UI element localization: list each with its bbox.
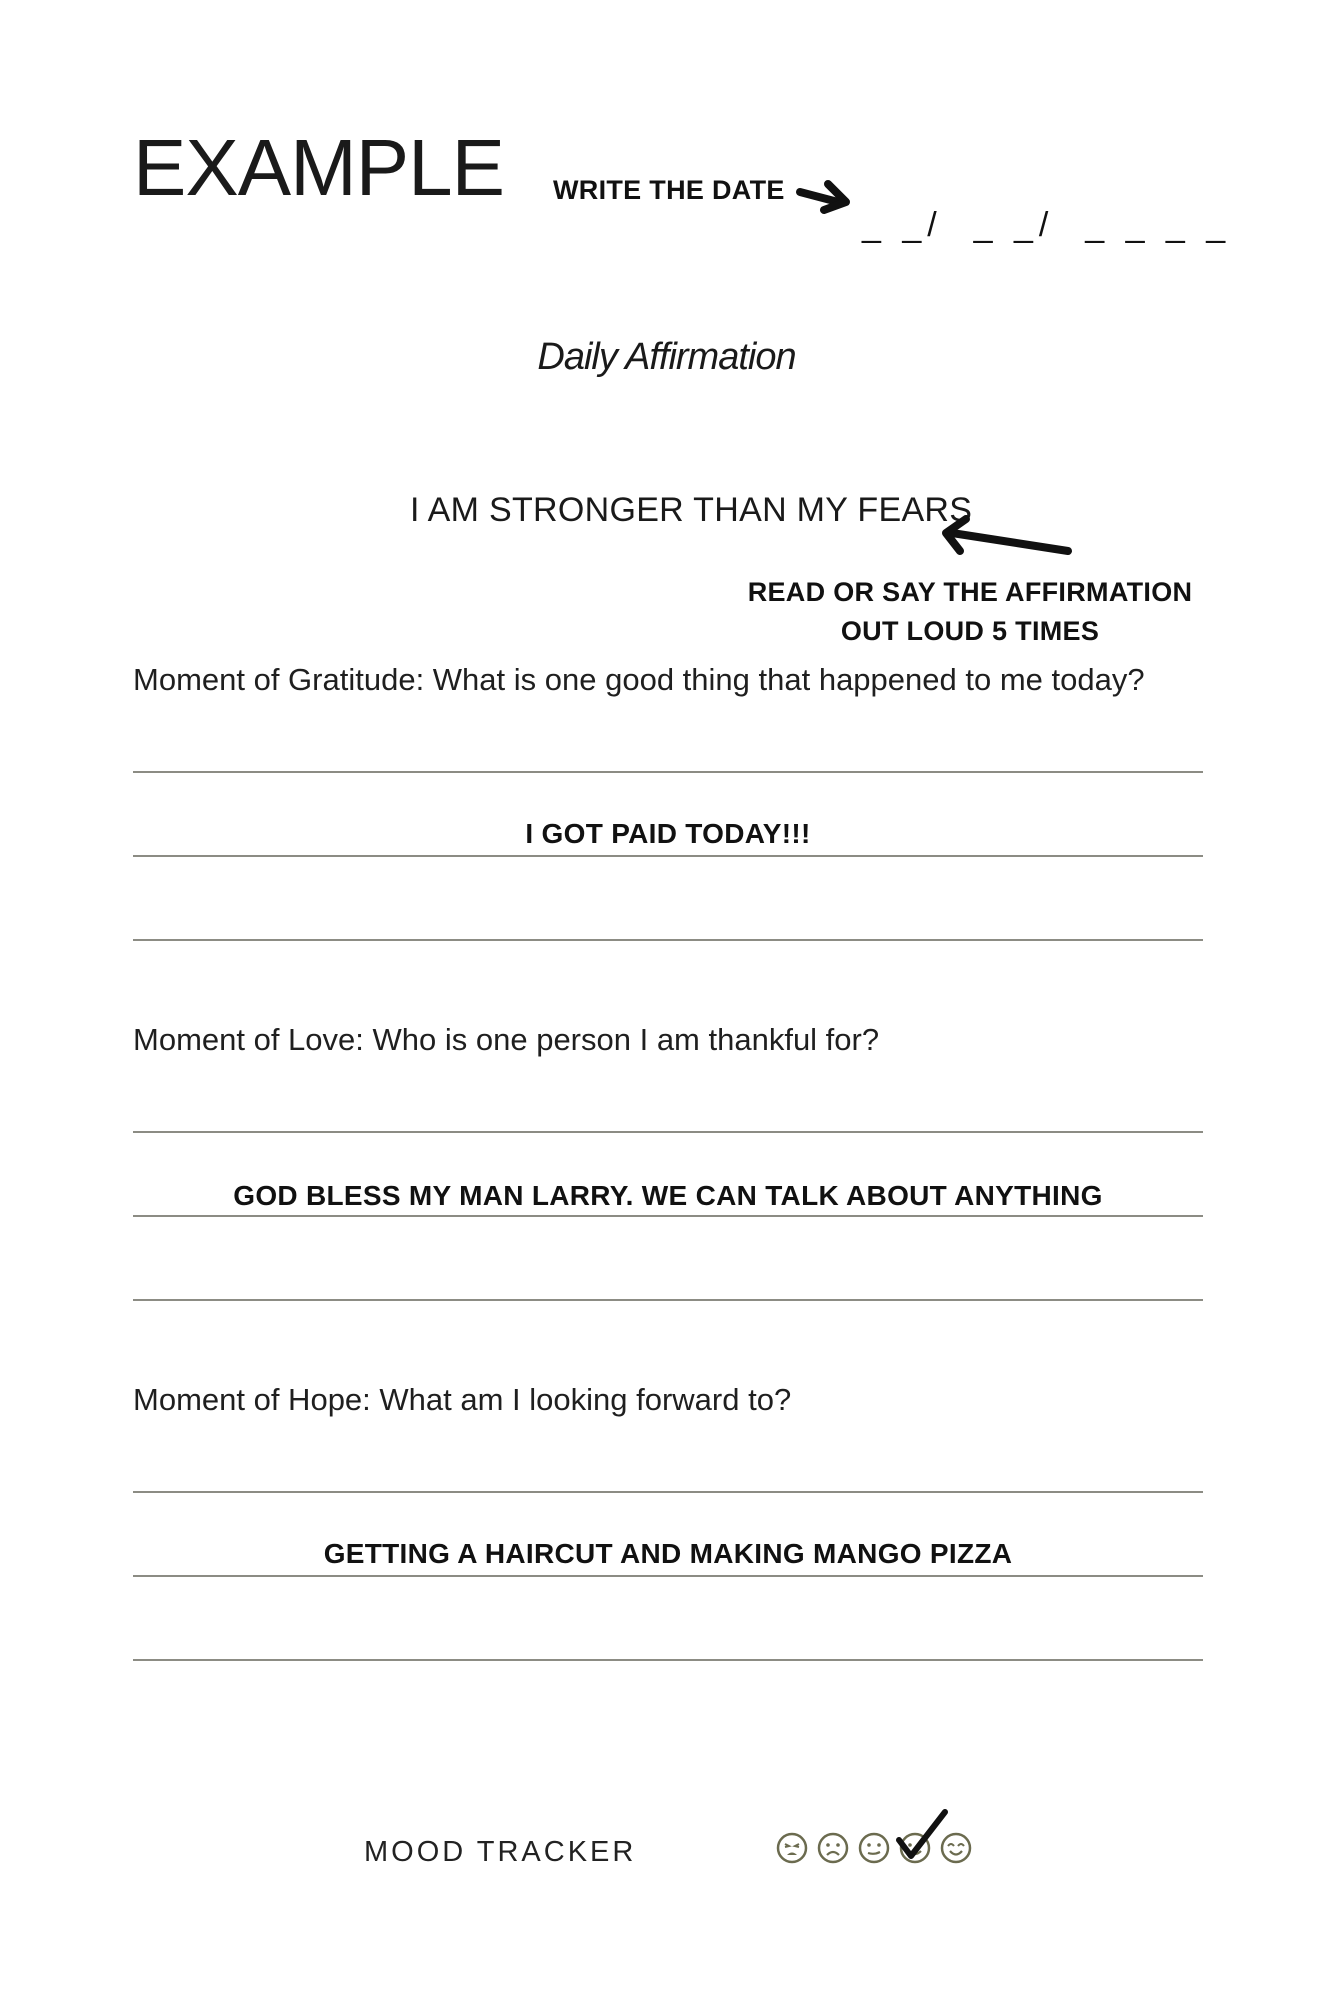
arrow-left-icon <box>940 515 1075 560</box>
date-instruction: WRITE THE DATE <box>553 175 785 205</box>
writing-line <box>133 855 1203 857</box>
writing-line <box>133 1491 1203 1493</box>
writing-line <box>133 1215 1203 1217</box>
writing-line <box>133 1131 1203 1133</box>
arrow-right-icon <box>798 178 858 218</box>
writing-line <box>133 1299 1203 1301</box>
affirmation-instruction <box>740 573 1200 651</box>
love-prompt: Moment of Love: Who is one person I am thankful for? <box>133 1022 880 1057</box>
gratitude-prompt: Moment of Gratitude: What is one good thing that happened to me today? <box>133 662 1145 697</box>
neutral-face-icon[interactable] <box>858 1832 890 1864</box>
smile-face-icon[interactable] <box>899 1832 931 1864</box>
affirmation-heading: Daily Affirmation <box>537 336 796 378</box>
writing-line <box>133 939 1203 941</box>
hope-answer[interactable]: GETTING A HAIRCUT AND MAKING MANGO PIZZA <box>323 1538 1013 1569</box>
hope-prompt: Moment of Hope: What am I looking forward to? <box>133 1382 792 1417</box>
page-title: EXAMPLE <box>133 123 504 212</box>
sad-face-icon[interactable] <box>817 1832 849 1864</box>
date-field[interactable]: _ _/ _ _/ _ _ _ _ <box>862 206 1232 244</box>
affirmation-text: I AM STRONGER THAN MY FEARS <box>410 491 973 529</box>
affirmation-instruction-line1: READ OR SAY THE AFFIRMATION <box>747 577 1193 607</box>
mood-options <box>776 1832 972 1864</box>
writing-line <box>133 1659 1203 1661</box>
writing-line <box>133 771 1203 773</box>
checkmark-icon <box>895 1806 949 1864</box>
writing-line <box>133 1575 1203 1577</box>
mood-tracker-label: MOOD TRACKER <box>364 1836 637 1868</box>
tired-face-icon[interactable] <box>776 1832 808 1864</box>
affirmation-instruction-line2: OUT LOUD 5 TIMES <box>840 616 1100 646</box>
gratitude-answer[interactable]: I GOT PAID TODAY!!! <box>525 818 811 849</box>
love-answer[interactable]: GOD BLESS MY MAN LARRY. WE CAN TALK ABOUT ANYTHING <box>233 1180 1103 1211</box>
